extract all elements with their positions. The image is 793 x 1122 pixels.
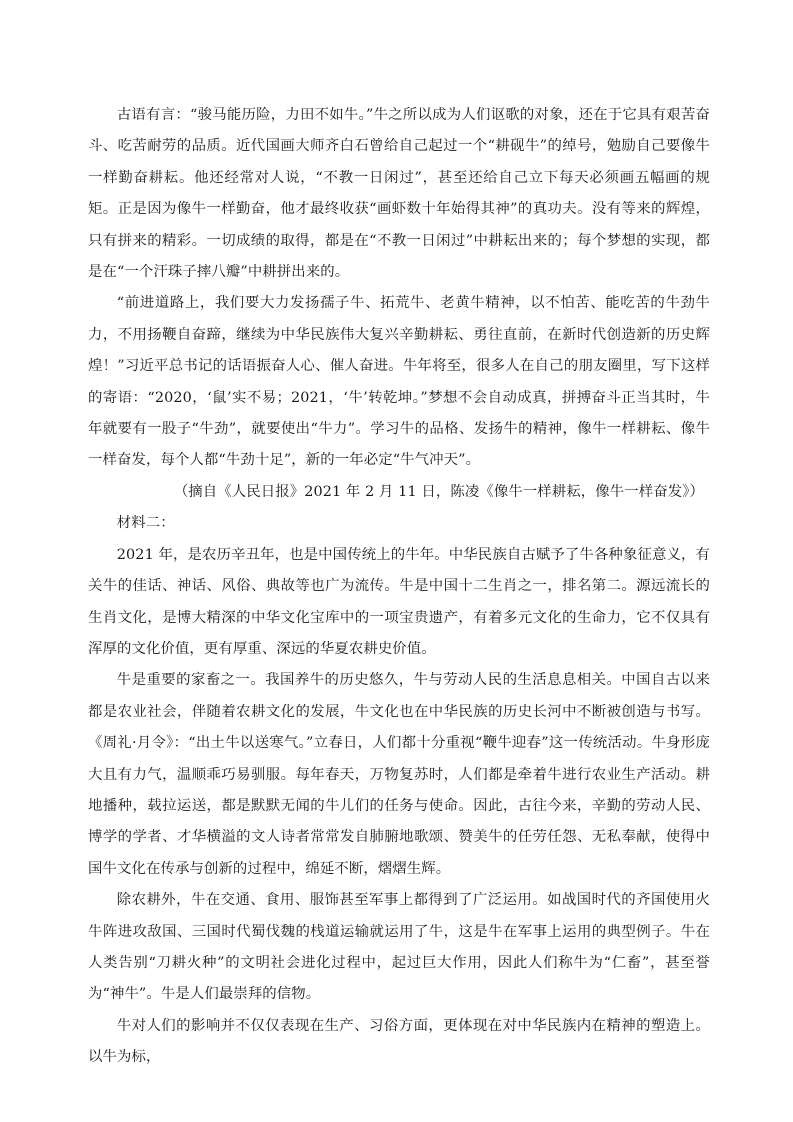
source-citation: （摘自《人民日报》2021 年 2 月 11 日，陈凌《像牛一样耕耘，像牛一样奋发》） — [173, 483, 704, 500]
paragraph-niu-spirit: “前进道路上，我们要大力发扬孺子牛、拓荒牛、老黄牛精神，以不怕苦、能吃苦的牛劲牛力，不用扬鞭自奋蹄，继续为中华民族伟大复兴辛勤耕耘、勇往直前，在新时代创造新的历史辉煌！”习近平总书记的话语振奋人心、催人奋进。牛年将至，很多人在自己的朋友圈里，写下这样的寄语：“2020，‘鼠’实不易；2021，‘牛’转乾坤。”梦想不会自动成真，拼搏奋斗正当其时，牛年就要有一股子“牛劲”，就要使出“牛力”。学习牛的品格、发扬牛的精神，像牛一样耕耘、像牛一样奋发，每个人都“牛劲十足”，新的一年必定“牛气冲天”。 — [88, 295, 710, 469]
paragraph-livestock: 牛是重要的家畜之一。我国养牛的历史悠久，牛与劳动人民的生活息息相关。中国自古以来都是农业社会，伴随着农耕文化的发展，牛文化也在中华民族的历史长河中不断被创造与书写。《周礼·月令》：“出土牛以送寒气。”立春日，人们都十分重视“鞭牛迎春”这一传统活动。牛身形庞大且有力气，温顺乖巧易驯服。每年春天，万物复苏时，人们都是牵着牛进行农业生产活动。耕地播种，载拉运送，都是默默无闻的牛儿们的任务与使命。因此，古往今来，辛勤的劳动人民、博学的学者、才华横溢的文人诗者常常发自肺腑地歌颂、赞美牛的任劳任怨、无私奉献，使得中国牛文化在传承与创新的过程中，绵延不断，熠熠生辉。 — [88, 672, 710, 877]
material-two-label: 材料二： — [116, 515, 175, 532]
paragraph-spirit: 牛对人们的影响并不仅仅表现在生产、习俗方面，更体现在对中华民族内在精神的塑造上。以牛为标， — [88, 1017, 710, 1066]
document-page — [88, 100, 710, 1074]
paragraph-other-uses: 除农耕外，牛在交通、食用、服饰甚至军事上都得到了广泛运用。如战国时代的齐国使用火牛阵进攻敌国、三国时代蜀伐魏的栈道运输就运用了牛，这是牛在军事上运用的典型例子。牛在人类告别“刀耕火种”的文明社会进化过程中，起过巨大作用，因此人们称牛为“仁畜”，甚至誉为“神牛”。牛是人们最崇拜的信物。 — [88, 892, 710, 1003]
paragraph-niu-year: 2021 年，是农历辛丑年，也是中国传统上的牛年。中华民族自古赋予了牛各种象征意义，有关牛的佳话、神话、风俗、典故等也广为流传。牛是中国十二生肖之一，排名第二。源远流长的生肖文化，是博大精深的中华文化宝库中的一项宝贵遗产，有着多元文化的生命力，它不仅具有浑厚的文化价值，更有厚重、深远的华夏农耕史价值。 — [88, 546, 710, 657]
paragraph-qi-baishi: 古语有言：“骏马能历险，力田不如牛。”牛之所以成为人们讴歌的对象，还在于它具有艰苦奋斗、吃苦耐劳的品质。近代国画大师齐白石曾给自己起过一个“耕砚牛”的绰号，勉励自己要像牛一样勤奋耕耘。他还经常对人说，“不教一日闲过”，甚至还给自己立下每天必须画五幅画的规矩。正是因为像牛一样勤奋，他才最终收获“画虾数十年始得其神”的真功夫。没有等来的辉煌，只有拼来的精彩。一切成绩的取得，都是在“不教一日闲过”中耕耘出来的；每个梦想的实现，都是在“一个汗珠子摔八瓣”中耕拼出来的。 — [88, 107, 710, 281]
